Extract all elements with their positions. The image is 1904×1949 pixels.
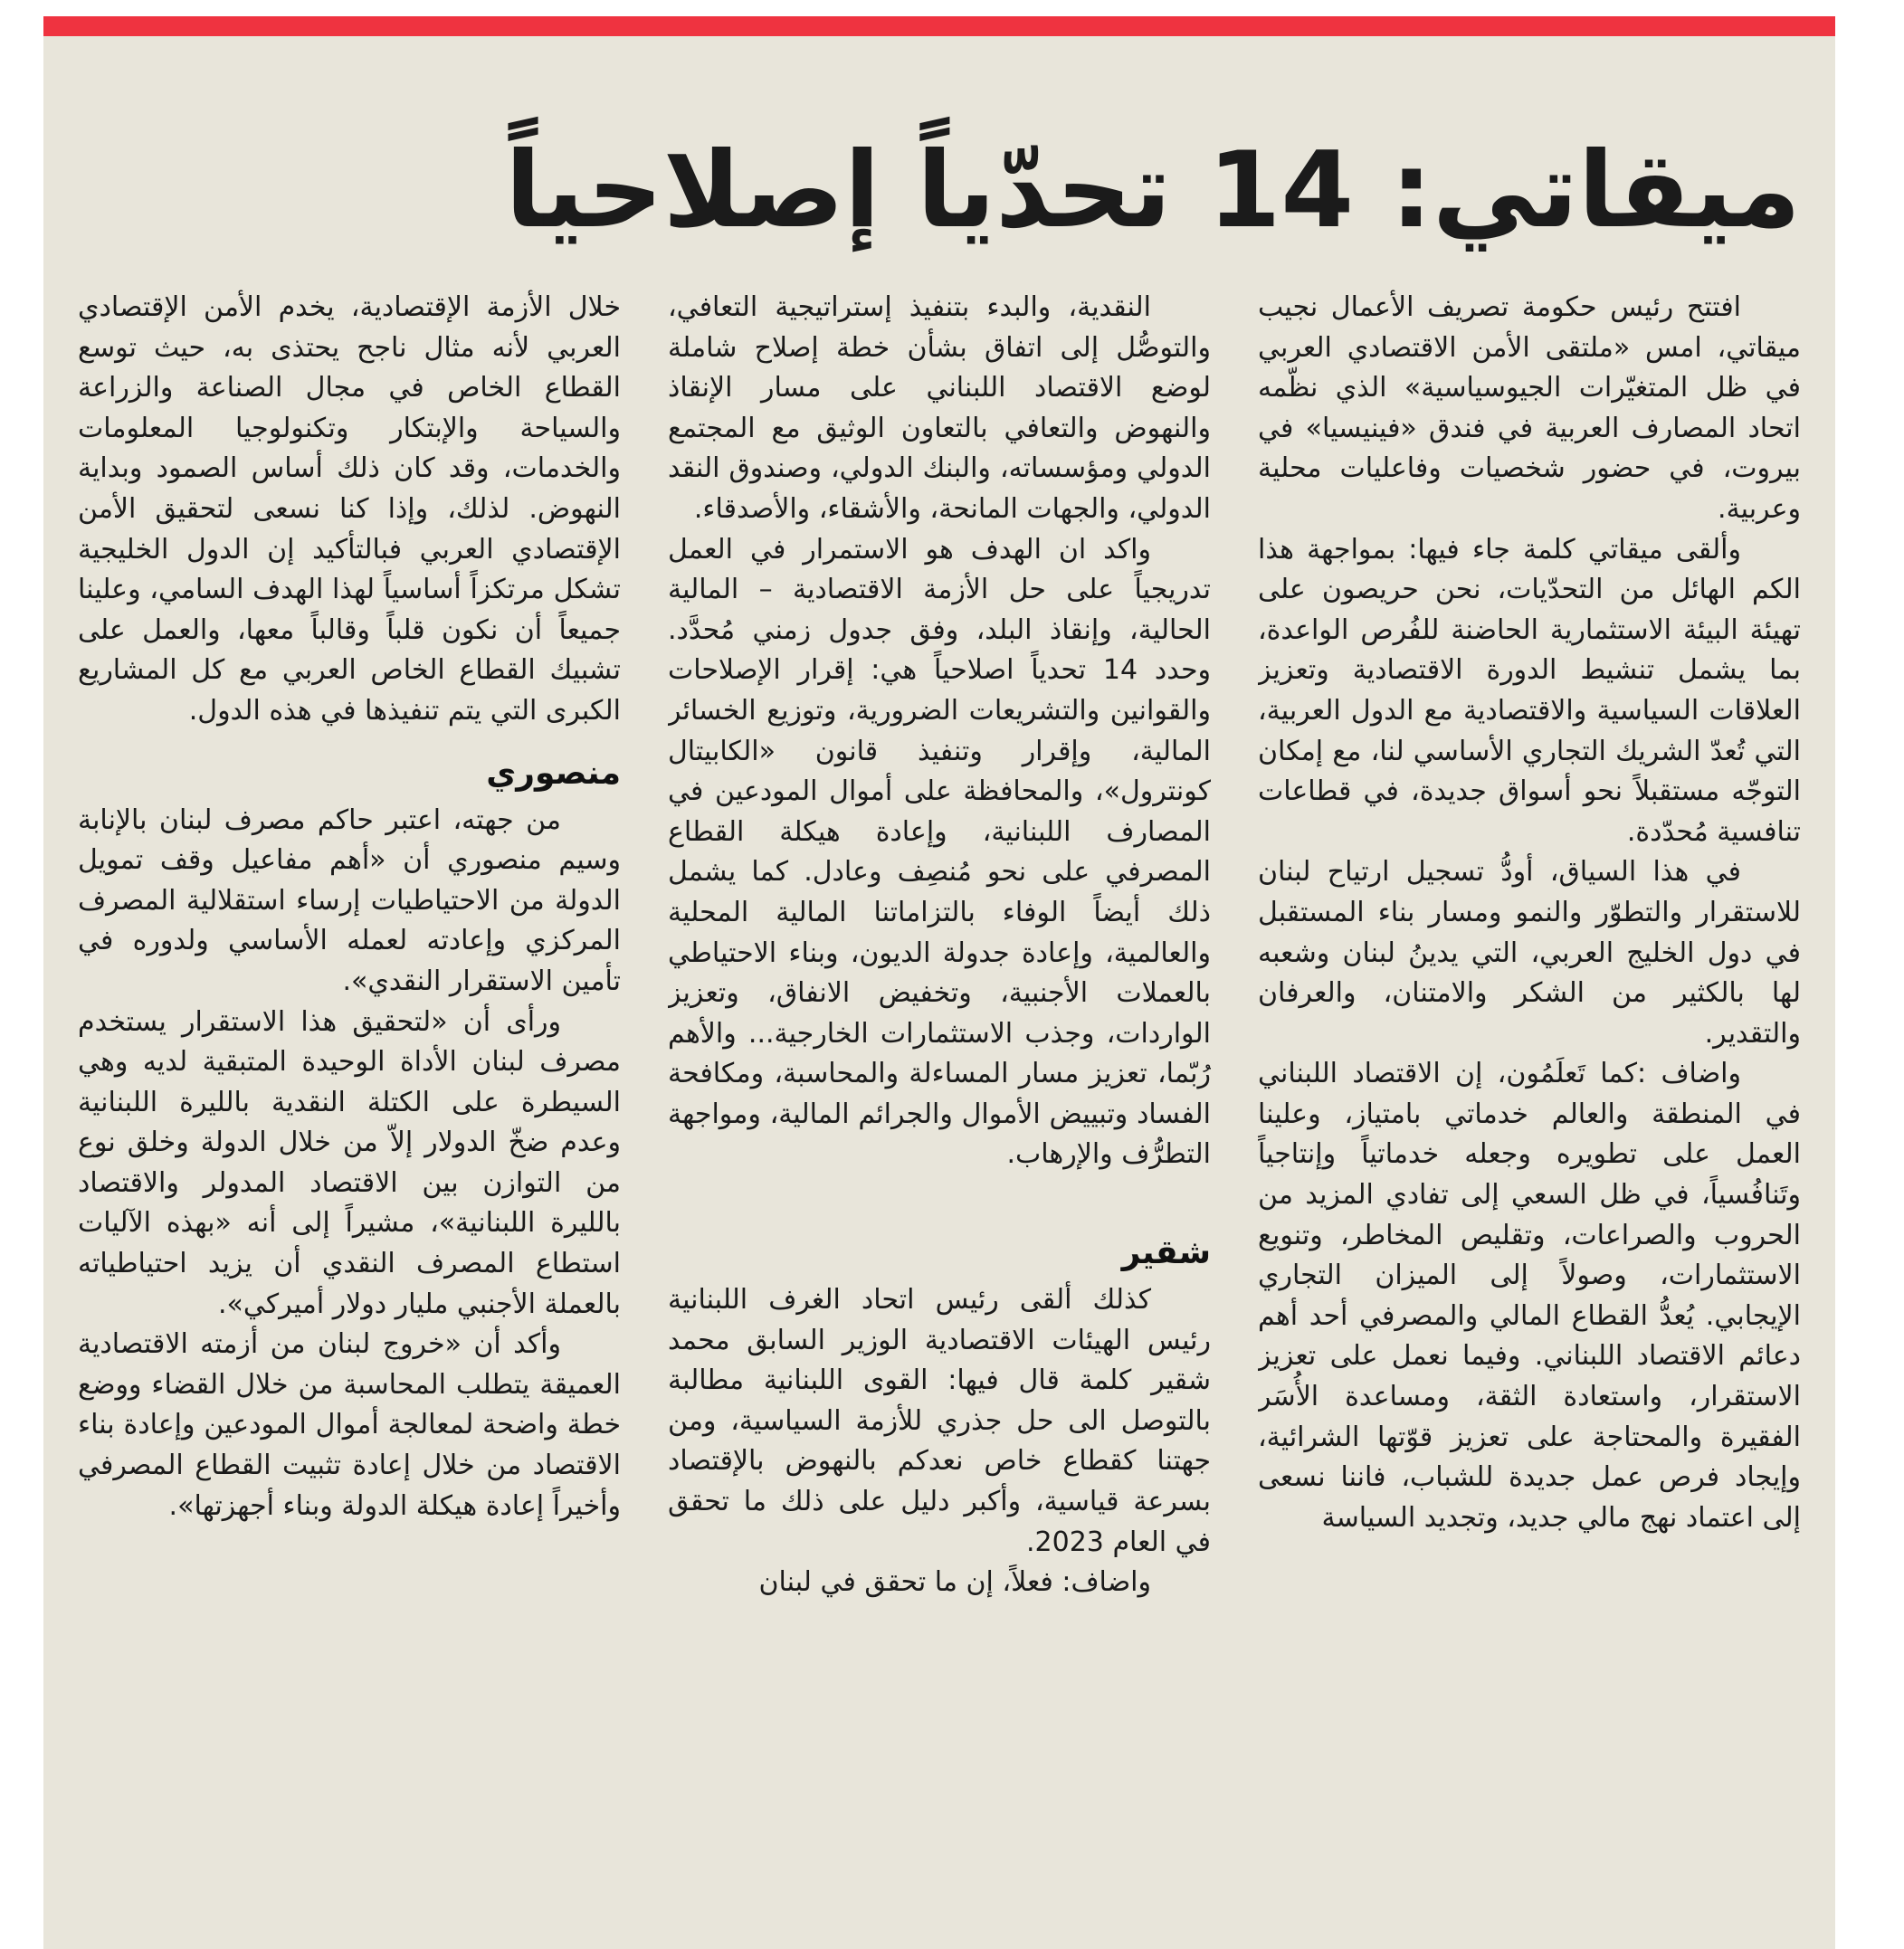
paragraph: النقدية، والبدء بتنفيذ إستراتيجية التعافي، والتوصُّل إلى اتفاق بشأن خطة إصلاح شاملة لوضع الاقتصاد اللبناني على مسار الإنقاذ والنهوض والتعافي بالتعاون الوثيق مع المجتمع الدولي ومؤسساته، والبنك الدولي، وصندوق النقد الدولي، والجهات المانحة، والأشقاء، والأصدقاء.	[668, 291, 1211, 525]
article-column-3	[78, 288, 621, 1944]
red-top-bar	[43, 16, 1835, 36]
paragraph: وأكد أن «خروج لبنان من أزمته الاقتصادية العميقة يتطلب المحاسبة من خلال القضاء ووضع خطة واضحة لمعالجة أموال المودعين وإعادة بناء الاقتصاد من خلال إعادة تثبيت القطاع المصرفي وأخيراً إعادة هيكلة الدولة وبناء أجهزتها».	[78, 1328, 621, 1522]
subheading-mansouri: منصوري	[486, 754, 621, 792]
paragraph: افتتح رئيس حكومة تصريف الأعمال نجيب ميقاتي، امس «ملتقى الأمن الاقتصادي العربي في ظل المتغيّرات الجيوسياسية» الذي نظّمه اتحاد المصارف العربية في فندق «فينيسيا» في بيروت، في حضور شخصيات وفاعليات محلية وعربية.	[1258, 291, 1801, 525]
paragraph: كذلك ألقى رئيس اتحاد الغرف اللبنانية رئيس الهيئات الاقتصادية الوزير السابق محمد شقير كلمة قال فيها: القوى اللبنانية مطالبة بالتوصل الى حل جذري للأزمة السياسية، ومن جهتنا كقطاع خاص نعدكم بالنهوض بالإقتصاد بسرعة قياسية، وأكبر دليل على ذلك ما تحقق في العام 2023.	[668, 1284, 1211, 1558]
paragraph: من جهته، اعتبر حاكم مصرف لبنان بالإنابة وسيم منصوري أن «أهم مفاعيل وقف تمويل الدولة من الاحتياطيات إرساء استقلالية المصرف المركزي وإعادته لعمله الأساسي ولدوره في تأمين الاستقرار النقدي».	[78, 803, 621, 997]
paragraph: واضاف :كما تَعلَمُون، إن الاقتصاد اللبناني في المنطقة والعالم خدماتي بامتياز، وعلينا العمل على تطويره وجعله خدماتياً وإنتاجياً وتَنافُسياً، في ظل السعي إلى تفادي المزيد من الحروب والصراعات، وتقليص المخاطر، وتنويع الاستثمارات، وصولاً إلى الميزان التجاري الإيجابي. يُعدُّ القطاع المالي والمصرفي أحد أهم دعائم الاقتصاد اللبناني. وفيما نعمل على تعزيز الاستقرار، واستعادة الثقة، ومساعدة الأُسَر الفقيرة والمحتاجة على تعزيز قوّتها الشرائية، وإيجاد فرص عمل جديدة للشباب، فاننا نسعى إلى اعتماد نهج مالي جديد، وتجديد السياسة	[1258, 1058, 1801, 1534]
spacer	[668, 1175, 1211, 1212]
paragraph: خلال الأزمة الإقتصادية، يخدم الأمن الإقتصادي العربي لأنه مثال ناجح يحتذى به، حيث توسع القطاع الخاص في مجال الصناعة والزراعة والسياحة والإبتكار وتكنولوجيا المعلومات والخدمات، وقد كان ذلك أساس الصمود وبداية النهوض. لذلك، وإذا كنا نسعى لتحقيق الأمن الإقتصادي العربي فبالتأكيد إن الدول الخليجية تشكل مرتكزاً أساسياً لهذا الهدف السامي، وعلينا جميعاً أن نكون قلباً وقالباً معها، والعمل على تشبيك القطاع الخاص العربي مع كل المشاريع الكبرى التي يتم تنفيذها في هذه الدول.	[78, 291, 621, 727]
paragraph: واكد ان الهدف هو الاستمرار في العمل تدريجياً على حل الأزمة الاقتصادية – المالية الحالية، وإنقاذ البلد، وفق جدول زمني مُحدَّد. وحدد 14 تحدياً اصلاحياً هي: إقرار الإصلاحات والقوانين والتشريعات الضرورية، وتوزيع الخسائر المالية، وإقرار وتنفيذ قانون «الكابيتال كونترول»، والمحافظة على أموال المودعين في المصارف اللبنانية، وإعادة هيكلة القطاع المصرفي على نحو مُنصِف وعادل. كما يشمل ذلك أيضاً الوفاء بالتزاماتنا المالية المحلية والعالمية، وإعادة جدولة الديون، وبناء الاحتياطي بالعملات الأجنبية، وتخفيض الانفاق، وتعزيز الواردات، وجذب الاستثمارات الخارجية... والأهم رُبّما، تعزيز مسار المساءلة والمحاسبة، ومكافحة الفساد وتبييض الأموال والجرائم المالية، ومواجهة التطرُّف والإرهاب.	[668, 533, 1211, 1171]
paragraph: وألقى ميقاتي كلمة جاء فيها: بمواجهة هذا الكم الهائل من التحدّيات، نحن حريصون على تهيئة البيئة الاستثمارية الحاضنة للفُرص الواعدة، بما يشمل تنشيط الدورة الاقتصادية وتعزيز العلاقات السياسية والاقتصادية مع الدول العربية، التي تُعدّ الشريك التجاري الأساسي لنا، مع إمكان التوجّه مستقبلاً نحو أسواق جديدة، في قطاعات تنافسية مُحدّدة.	[1258, 533, 1801, 848]
subheading-shuqair: شقير	[1121, 1234, 1211, 1272]
paragraph: في هذا السياق، أودُّ تسجيل ارتياح لبنان للاستقرار والتطوّر والنمو ومسار بناء المستقبل في دول الخليج العربي، التي يدينُ لبنان وشعبه لها بالكثير من الشكر والامتنان، والعرفان والتقدير.	[1258, 856, 1801, 1050]
paragraph: ورأى أن «لتحقيق هذا الاستقرار يستخدم مصرف لبنان الأداة الوحيدة المتبقية لديه وهي السيطرة على الكتلة النقدية بالليرة اللبنانية وعدم ضخّ الدولار إلاّ من خلال الدولة وخلق نوع من التوازن بين الاقتصاد المدولر والاقتصاد بالليرة اللبنانية»، مشيراً إلى أنه «بهذه الآليات استطاع المصرف النقدي أن يزيد احتياطياته بالعملة الأجنبي مليار دولار أميركي».	[78, 1005, 621, 1320]
article-column-2	[668, 288, 1211, 1944]
article-headline: ميقاتي: 14 تحدّياً إصلاحياً	[505, 129, 1801, 252]
newspaper-page	[43, 16, 1835, 1949]
article-column-1	[1258, 288, 1801, 1944]
paragraph: واضاف: فعلاً، إن ما تحقق في لبنان	[758, 1566, 1151, 1599]
